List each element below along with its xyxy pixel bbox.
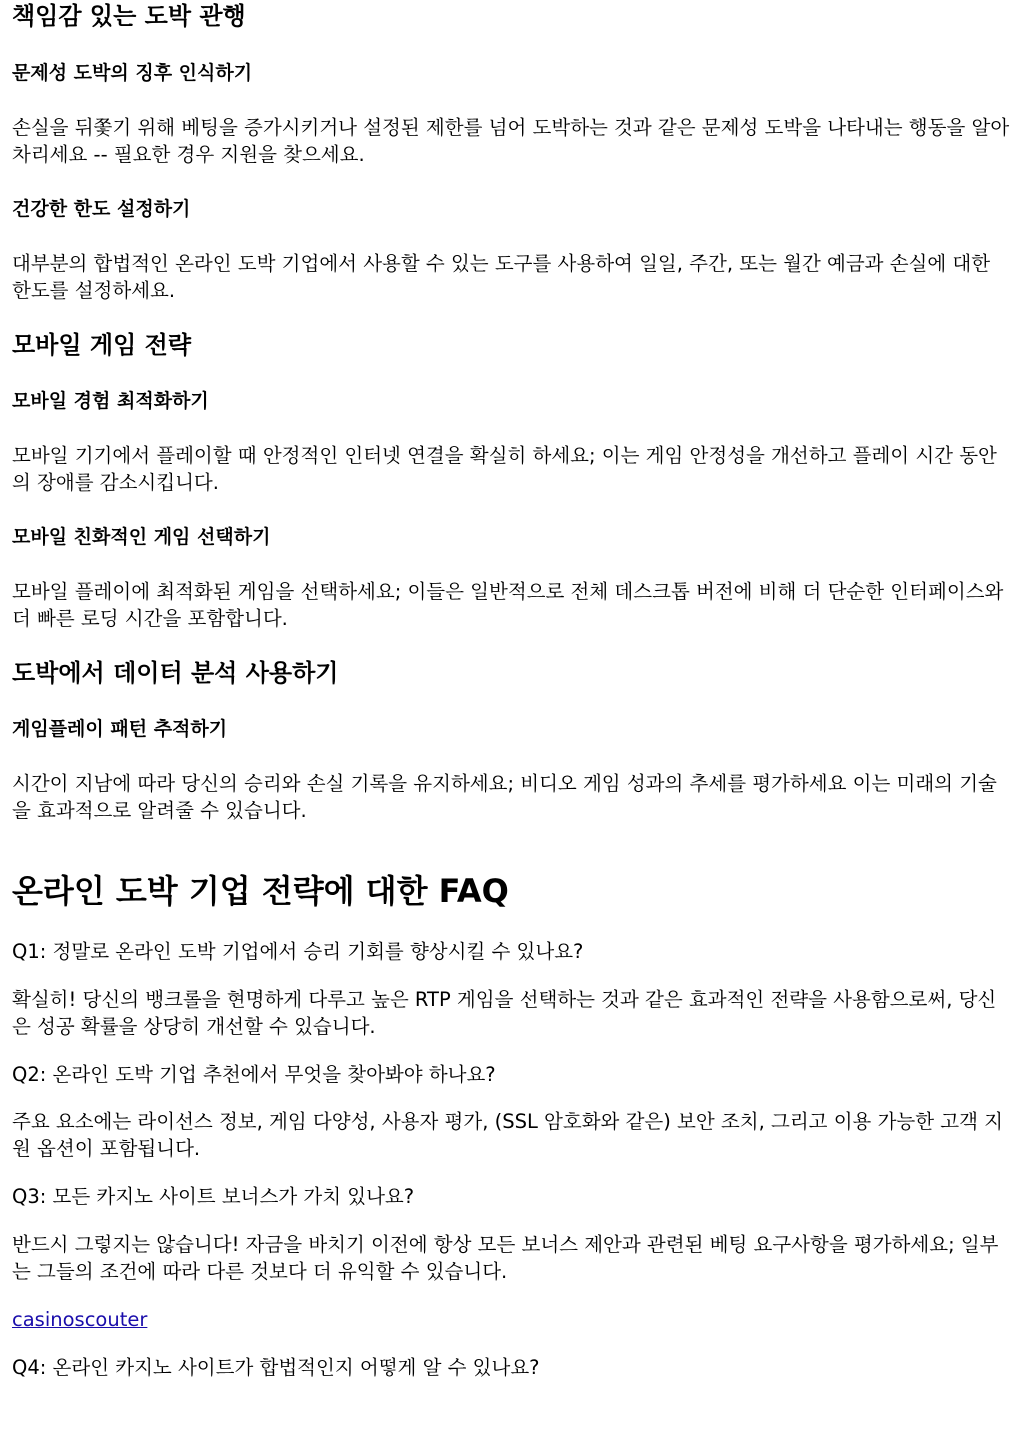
faq-answer-2: 주요 요소에는 라이선스 정보, 게임 다양성, 사용자 평가, (SSL 암호화와 같은) 보안 조치, 그리고 이용 가능한 고객 지원 옵션이 포함됩니다. <box>12 1110 1003 1160</box>
faq-answer-1: 확실히! 당신의 뱅크롤을 현명하게 다루고 높은 RTP 게임을 선택하는 것과 같은 효과적인 전략을 사용함으로써, 당신은 성공 확률을 상당히 개선할 수 있습니다. <box>12 988 997 1038</box>
subsection-title-recognize: 문제성 도박의 징후 인식하기 <box>12 62 253 84</box>
paragraph-recognize: 손실을 뒤쫓기 위해 베팅을 증가시키거나 설정된 제한를 넘어 도박하는 것과 같은 문제성 도박을 나타내는 행동을 알아차리세요 -- 필요한 경우 지원을 찾으세요. <box>12 116 1010 166</box>
subsection-title-mobile-opt: 모바일 경험 최적화하기 <box>12 390 209 412</box>
section-title-data: 도박에서 데이터 분석 사용하기 <box>12 659 339 687</box>
section-title-responsible: 책임감 있는 도박 관행 <box>12 2 246 30</box>
subsection-title-limits: 건강한 한도 설정하기 <box>12 198 191 220</box>
paragraph-pattern: 시간이 지남에 따라 당신의 승리와 손실 기록을 유지하세요; 비디오 게임 성과의 추세를 평가하세요 이는 미래의 기술을 효과적으로 알려줄 수 있습니다. <box>12 772 997 822</box>
faq-question-1: Q1: 정말로 온라인 도박 기업에서 승리 기회를 향상시킬 수 있나요? <box>12 940 584 963</box>
casinoscouter-link-row <box>12 1306 1012 1333</box>
subsection-title-pattern: 게임플레이 패턴 추적하기 <box>12 718 228 740</box>
faq-answer-3: 반드시 그렇지는 않습니다! 자금을 바치기 이전에 항상 모든 보너스 제안과 관련된 베팅 요구사항을 평가하세요; 일부는 그들의 조건에 따라 다른 것보다 더 유익할 수 있습니다. <box>12 1233 999 1283</box>
paragraph-mobile-opt: 모바일 기기에서 플레이할 때 안정적인 인터넷 연결을 확실히 하세요; 이는 게임 안정성을 개선하고 플레이 시간 동안의 장애를 감소시킵니다. <box>12 444 997 494</box>
faq-title: 온라인 도박 기업 전략에 대한 FAQ <box>12 872 509 910</box>
section-title-mobile: 모바일 게임 전략 <box>12 331 191 359</box>
casinoscouter-link[interactable]: casinoscouter <box>12 1308 148 1331</box>
paragraph-mobile-friendly: 모바일 플레이에 최적화된 게임을 선택하세요; 이들은 일반적으로 전체 데스크톱 버전에 비해 더 단순한 인터페이스와 더 빠른 로딩 시간을 포함합니다. <box>12 580 1004 630</box>
subsection-title-mobile-friendly: 모바일 친화적인 게임 선택하기 <box>12 526 271 548</box>
faq-question-4: Q4: 온라인 카지노 사이트가 합법적인지 어떻게 알 수 있나요? <box>12 1356 540 1379</box>
paragraph-limits: 대부분의 합법적인 온라인 도박 기업에서 사용할 수 있는 도구를 사용하여 일일, 주간, 또는 월간 예금과 손실에 대한 한도를 설정하세요. <box>12 252 991 302</box>
faq-question-2: Q2: 온라인 도박 기업 추천에서 무엇을 찾아봐야 하나요? <box>12 1063 496 1086</box>
faq-question-3: Q3: 모든 카지노 사이트 보너스가 가치 있나요? <box>12 1185 415 1208</box>
